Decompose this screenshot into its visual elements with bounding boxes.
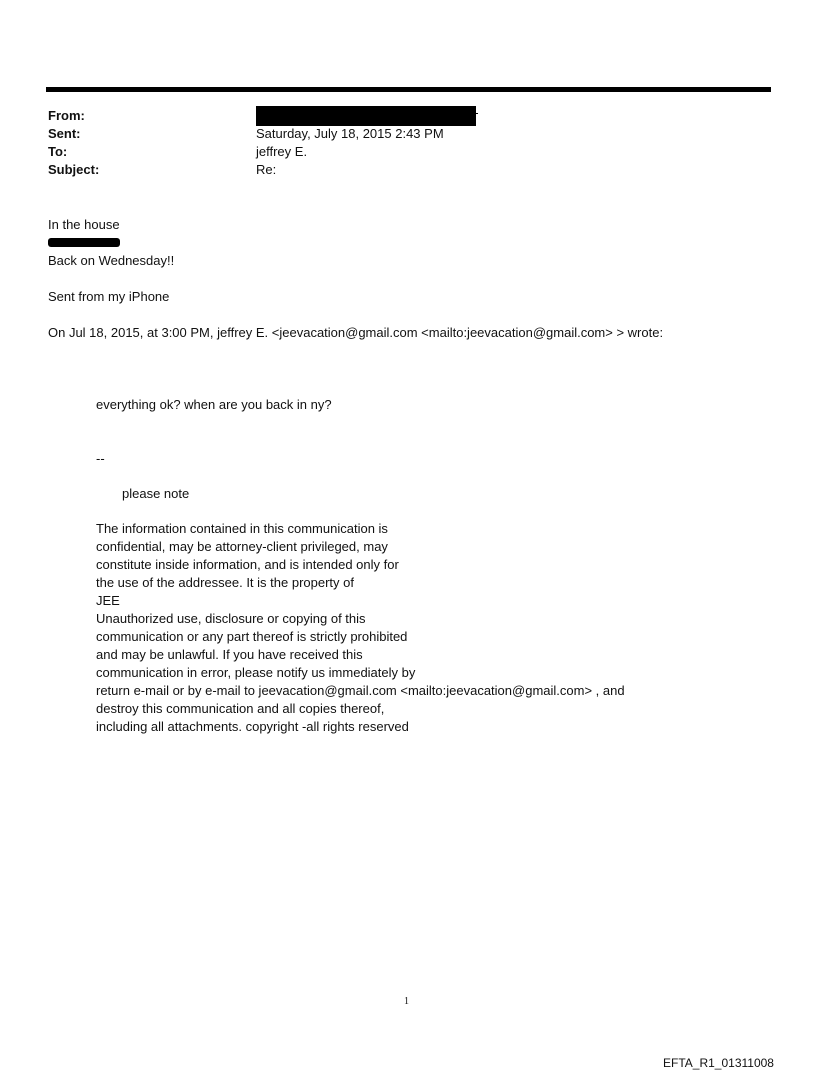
disclaimer-line: destroy this communication and all copies thereof, (96, 701, 385, 716)
subject-label: Subject: (48, 162, 100, 177)
disclaimer-line: The information contained in this communication is (96, 521, 388, 536)
disclaimer-line: JEE (96, 593, 120, 608)
disclaimer-line: communication or any part thereof is strictly prohibited (96, 629, 408, 644)
disclaimer-line: including all attachments. copyright -all rights reserved (96, 719, 409, 734)
body-redaction (48, 238, 120, 247)
disclaimer-line: and may be unlawful. If you have received this (96, 647, 363, 662)
quoted-separator: -- (96, 451, 105, 466)
body-line-2: Back on Wednesday!! (48, 253, 175, 268)
please-note: please note (122, 486, 190, 501)
header-divider (46, 87, 771, 92)
from-redaction-edge (474, 113, 478, 114)
sent-label: Sent: (48, 126, 81, 141)
page-number: 1 (404, 996, 409, 1007)
subject-value: Re: (256, 162, 277, 177)
quote-intro: On Jul 18, 2015, at 3:00 PM, jeffrey E. <jeevacation@gmail.com <mailto:jeevacation@gmail.com> > wrote: (48, 325, 664, 340)
from-label: From: (48, 108, 85, 123)
disclaimer-line: constitute inside information, and is intended only for (96, 557, 399, 572)
bates-number: EFTA_R1_01311008 (663, 1056, 774, 1070)
body-line-1: In the house (48, 217, 120, 232)
to-label: To: (48, 144, 68, 159)
to-value: jeffrey E. (256, 144, 308, 159)
sent-value: Saturday, July 18, 2015 2:43 PM (256, 126, 444, 141)
disclaimer-line: confidential, may be attorney-client privileged, may (96, 539, 388, 554)
disclaimer-line: the use of the addressee. It is the property of (96, 575, 354, 590)
quoted-message: everything ok? when are you back in ny? (96, 397, 332, 412)
signature: Sent from my iPhone (48, 289, 170, 304)
disclaimer-line: return e-mail or by e-mail to jeevacation@gmail.com <mailto:jeevacation@gmail.com> , and (96, 683, 625, 698)
from-redaction (256, 106, 476, 126)
disclaimer-line: Unauthorized use, disclosure or copying of this (96, 611, 366, 626)
disclaimer-line: communication in error, please notify us immediately by (96, 665, 416, 680)
